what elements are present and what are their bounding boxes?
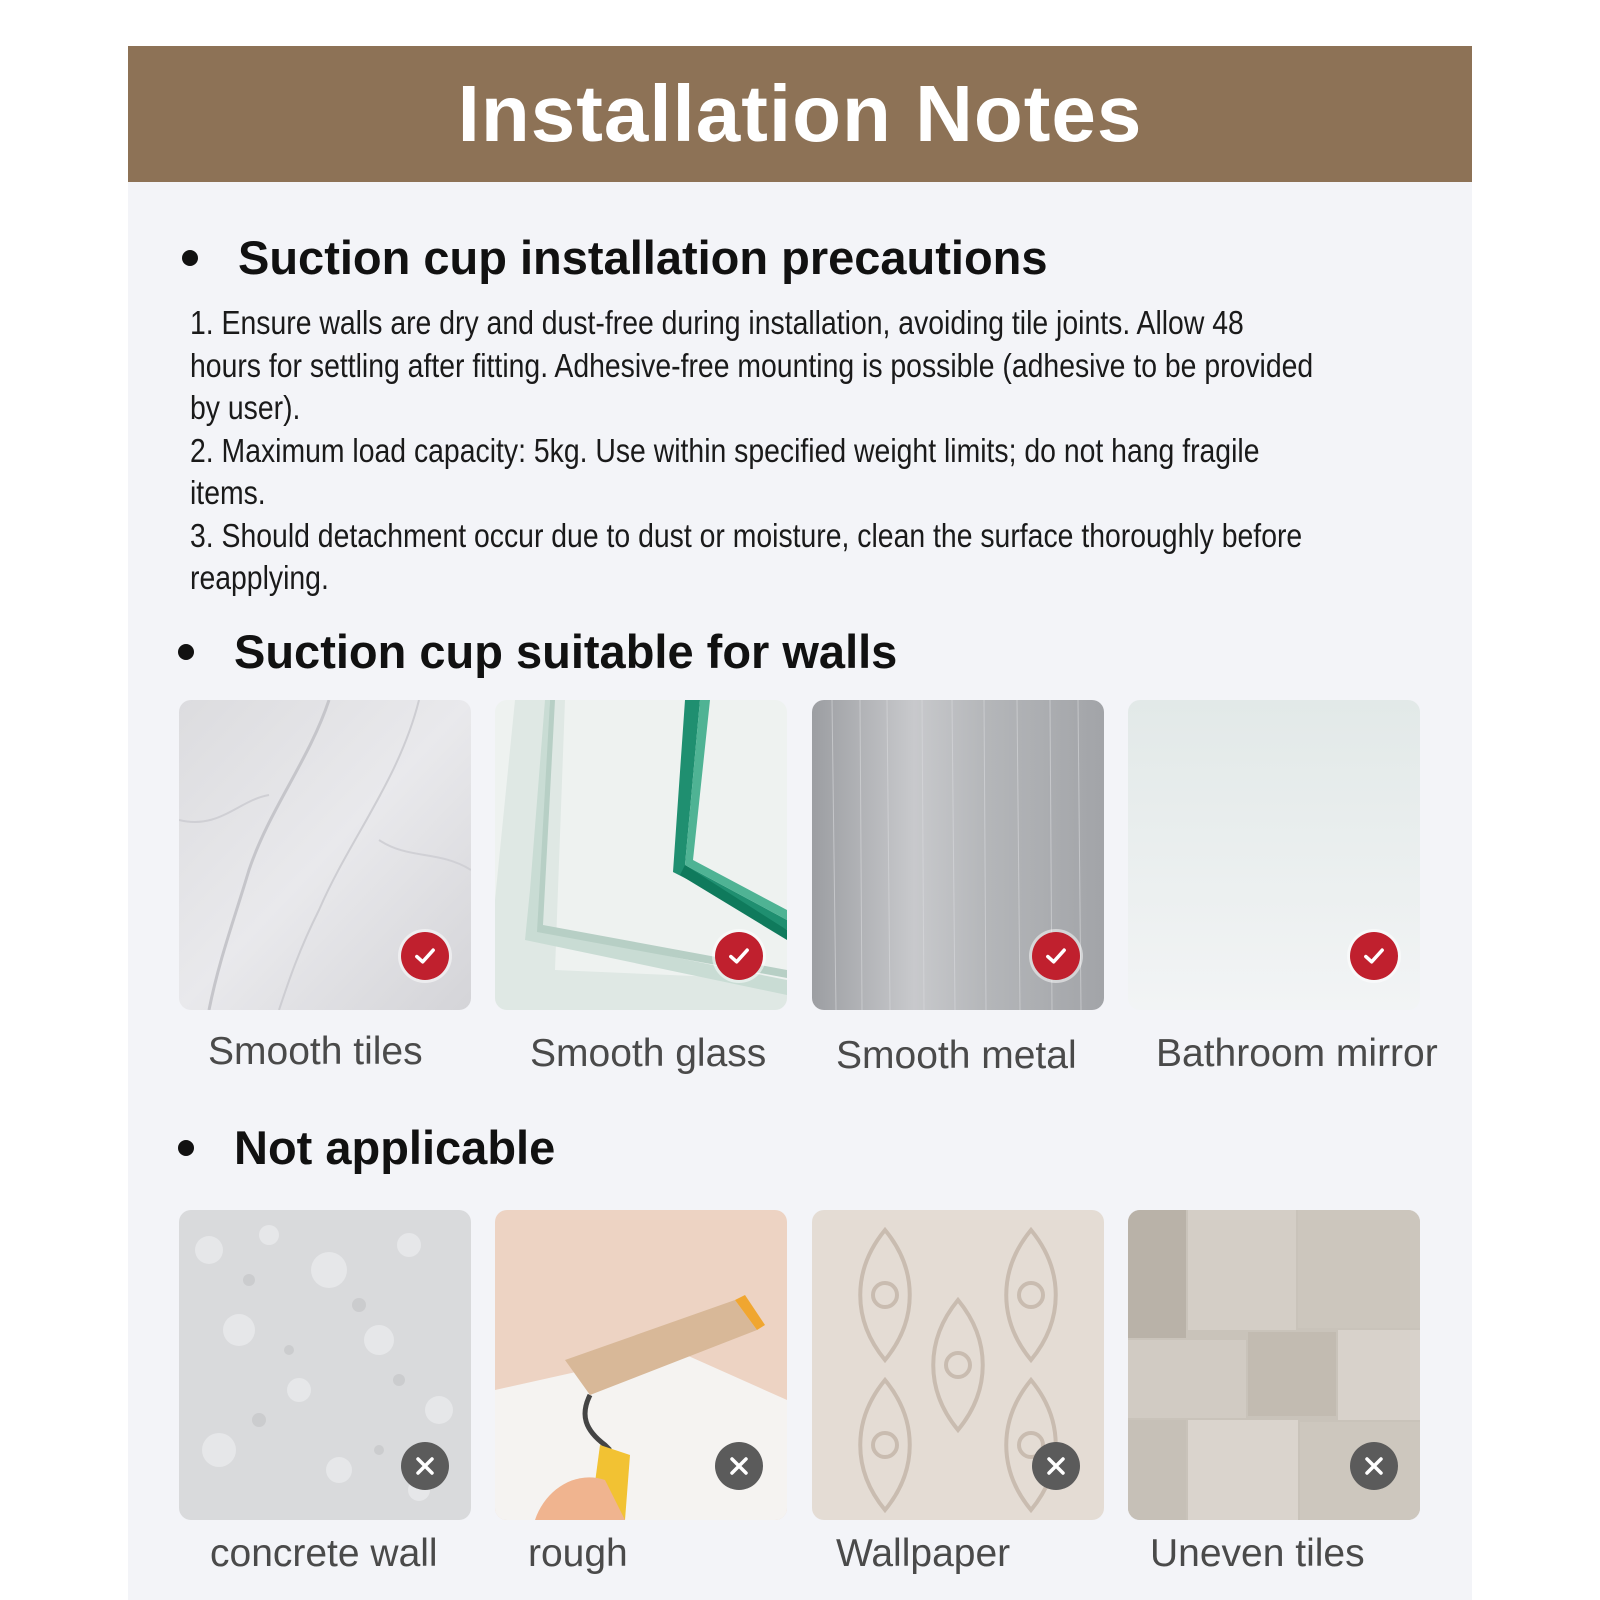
check-icon bbox=[401, 932, 449, 980]
smooth-tiles-label: Smooth tiles bbox=[208, 1030, 423, 1073]
note-line: hours for settling after fitting. Adhesive-free mounting is possible (adhesive to be provided bbox=[190, 346, 1314, 384]
bullet-icon bbox=[182, 250, 198, 266]
note-line: 3. Should detachment occur due to dust or moisture, clean the surface thoroughly before bbox=[190, 516, 1303, 554]
note-line: 1. Ensure walls are dry and dust-free during installation, avoiding tile joints. Allow 48 bbox=[190, 304, 1244, 341]
uneven-tiles-image bbox=[1128, 1210, 1420, 1520]
concrete-wall-label: concrete wall bbox=[210, 1532, 438, 1575]
page-title: Installation Notes bbox=[457, 69, 1143, 158]
note-line: reapplying. bbox=[190, 559, 329, 596]
check-icon bbox=[1032, 932, 1080, 980]
suitable-heading bbox=[178, 624, 897, 679]
note-line: by user). bbox=[190, 389, 301, 426]
cross-icon bbox=[1350, 1442, 1398, 1490]
smooth-tiles-image bbox=[179, 700, 471, 1010]
bullet-icon bbox=[178, 1140, 194, 1156]
smooth-glass-image bbox=[495, 700, 787, 1010]
wallpaper-label: Wallpaper bbox=[836, 1532, 1011, 1575]
bathroom-mirror-image bbox=[1128, 700, 1420, 1010]
rough-label: rough bbox=[528, 1532, 628, 1575]
note-line: items. bbox=[190, 474, 266, 511]
product-detail-panel bbox=[128, 0, 1472, 1600]
bullet-icon bbox=[178, 644, 194, 660]
note-line: 2. Maximum load capacity: 5kg. Use within specified weight limits; do not hang fragile bbox=[190, 431, 1260, 469]
concrete-wall-image bbox=[179, 1210, 471, 1520]
title-banner bbox=[128, 46, 1472, 182]
top-margin bbox=[128, 0, 1472, 46]
precautions-heading bbox=[182, 230, 1048, 285]
not-applicable-heading bbox=[178, 1120, 555, 1175]
smooth-glass-label: Smooth glass bbox=[530, 1032, 767, 1075]
smooth-metal-image bbox=[812, 700, 1104, 1010]
not-applicable-title: Not applicable bbox=[234, 1121, 556, 1174]
suitable-title: Suction cup suitable for walls bbox=[234, 625, 898, 678]
bathroom-mirror-label: Bathroom mirror bbox=[1156, 1032, 1438, 1075]
smooth-metal-label: Smooth metal bbox=[836, 1034, 1077, 1077]
precautions-text bbox=[190, 302, 1314, 600]
cross-icon bbox=[715, 1442, 763, 1490]
wallpaper-image bbox=[812, 1210, 1104, 1520]
cross-icon bbox=[1032, 1442, 1080, 1490]
precautions-title: Suction cup installation precautions bbox=[238, 231, 1048, 284]
uneven-tiles-label: Uneven tiles bbox=[1150, 1532, 1365, 1575]
rough-wall-image bbox=[495, 1210, 787, 1520]
cross-icon bbox=[401, 1442, 449, 1490]
check-icon bbox=[1350, 932, 1398, 980]
check-icon bbox=[715, 932, 763, 980]
